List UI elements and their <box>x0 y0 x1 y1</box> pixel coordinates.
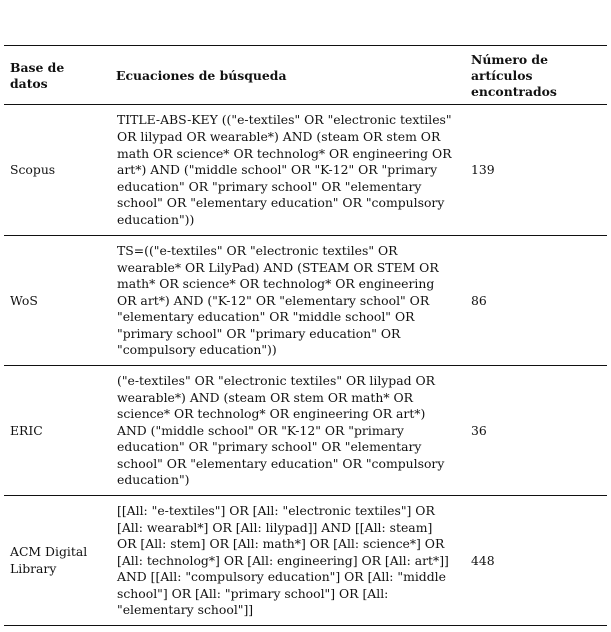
database-cell: ACM Digital Library <box>10 544 88 576</box>
header-equations: Ecuaciones de búsqueda <box>116 68 287 83</box>
database-cell: ERIC <box>10 422 43 438</box>
database-cell: Scopus <box>10 162 56 178</box>
count-cell: 86 <box>471 292 487 308</box>
table-row <box>4 366 607 496</box>
table-header <box>4 46 607 105</box>
equation-cell: [[All: "e-textiles"] OR [All: "electronic textiles"] OR [All: wearabl*] OR [All: lilypad]] AND [[All: steam] OR [All: stem] OR [All: math*] OR [All: science*] OR [All: technolog*] OR [All: engineering] OR [All: art*]] AND [[All: "compulsory education"] OR [All: "middle school"] OR [All: "primary school"] OR [All: "elementary school"]] <box>117 502 449 618</box>
table-row <box>4 236 607 366</box>
count-cell: 36 <box>471 422 487 438</box>
table-row <box>4 496 607 626</box>
equation-cell: ("e-textiles" OR "electronic textiles" OR lilypad OR wearable*) AND (steam OR stem OR math* OR science* OR technolog* OR engineering OR art*) AND ("middle school" OR "K-12" OR "primary education" OR "primary school" OR "elementary school" OR "elementary education" OR "compulsory education") <box>117 372 445 488</box>
header-row <box>4 46 607 105</box>
equation-cell: TITLE-ABS-KEY (("e-textiles" OR "electronic textiles" OR lilypad OR wearable*) AND (steam OR stem OR math OR science* OR technolog* OR engineering OR art*) AND ("middle school" OR "K-12" OR "primary education" OR "primary school" OR "elementary school" OR "elementary education" OR "compulsory education")) <box>117 112 452 227</box>
header-count: Número de artículos encontrados <box>471 52 557 99</box>
database-cell: WoS <box>10 292 38 308</box>
table-body <box>4 105 607 626</box>
table-row <box>4 105 607 236</box>
count-cell: 448 <box>471 552 495 568</box>
search-equations-table <box>4 45 607 626</box>
equation-cell: TS=(("e-textiles" OR "electronic textiles" OR wearable* OR LilyPad) AND (STEAM OR STEM OR math* OR science* OR technolog* OR engineering OR art*) AND ("K-12" OR "elementary school" OR "elementary education" OR "middle school" OR "primary school" OR "primary education" OR "compulsory education")) <box>117 242 439 358</box>
header-database: Base de datos <box>10 60 65 91</box>
count-cell: 139 <box>471 162 495 178</box>
